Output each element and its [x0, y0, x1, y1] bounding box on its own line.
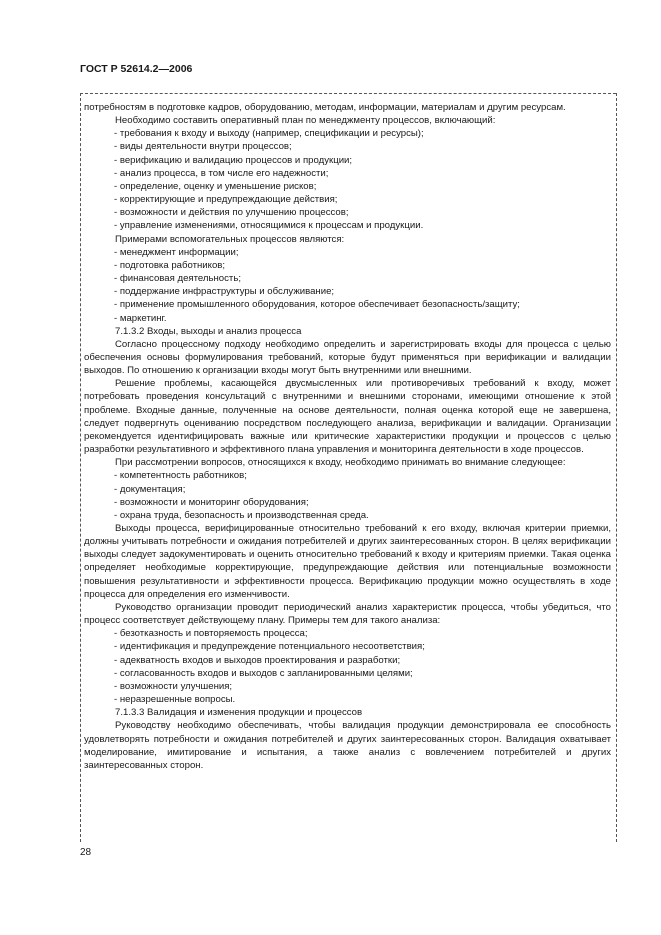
paragraph: Руководство организации проводит периодический анализ характеристик процесса, чтобы убедиться, что процесс соответствует действующему плану. Примеры тем для такого анализа: — [84, 601, 611, 627]
list-item: - финансовая деятельность; — [114, 273, 241, 285]
list-item: - возможности и действия по улучшению процессов; — [114, 207, 349, 219]
paragraph: Выходы процесса, верифицированные относительно требований к его входу, включая критерии приемки, должны учитывать потребности и ожидания потребителей и других заинтересованных сторон. В целях верификации выходы следует задокументировать и оценить относительно требований к входу и критериям приемки. Такая оценка определяет необходимые корректирующие, предупреждающие действия или потенциальные возможности повышения результативности и эффективности процесса. Верификацию продукции можно осуществлять в ходе процесса для определения его изменчивости. — [84, 523, 611, 600]
document-header: ГОСТ Р 52614.2—2006 — [80, 63, 193, 75]
list-item: - охрана труда, безопасность и производственная среда. — [114, 509, 369, 521]
list-item: - виды деятельности внутри процессов; — [114, 141, 292, 153]
paragraph: потребностям в подготовке кадров, оборудованию, методам, информации, материалам и другим ресурсам. — [84, 102, 566, 113]
list-item: - безотказность и повторяемость процесса; — [114, 628, 308, 640]
list-item: - определение, оценку и уменьшение рисков; — [114, 180, 317, 192]
page-number: 28 — [80, 847, 92, 858]
list-item: - требования к входу и выходу (например, спецификации и ресурсы); — [114, 128, 424, 140]
list-item: - идентификация и предупреждение потенциального несоответствия; — [114, 641, 425, 653]
list-item: - управление изменениями, относящимися к процессам и продукции. — [114, 220, 424, 232]
list-item: - возможности улучшения; — [114, 680, 233, 692]
list-item: - анализ процесса, в том числе его надежности; — [114, 167, 329, 179]
list-item: - маркетинг. — [114, 312, 167, 324]
paragraph: При рассмотрении вопросов, относящихся к входу, необходимо принимать во внимание следующее: — [115, 457, 566, 469]
list-item: - поддержание инфраструктуры и обслуживание; — [114, 286, 335, 298]
list-item: - согласованность входов и выходов с запланированными целями; — [114, 667, 413, 679]
paragraph: Примерами вспомогательных процессов являются: — [115, 233, 345, 245]
list-item: - компетентность работников; — [114, 470, 247, 482]
paragraph: Решение проблемы, касающейся двусмысленных или противоречивых требований к входу, может потребовать проведения консультаций с внутренними и внешними сторонами, имеющими отношение к этой проблеме. Входные данные, полученные на основе деятельности, полная оценка которой еще не завершена, следует подвергнуть оцениванию посредством последующего анализа, верификации и валидации. Организации рекомендуется идентифицировать важные или критические характеристики продукции и процессов с целью разработки результативного и эффективного плана управления и мониторинга деятельности в ходе процессов. — [84, 378, 611, 456]
list-item: - применение промышленного оборудования, которое обеспечивает безопасность/защиту; — [114, 299, 520, 311]
body-text — [84, 101, 611, 772]
list-item: - возможности и мониторинг оборудования; — [114, 496, 309, 508]
list-item: - менеджмент информации; — [114, 246, 239, 258]
list-item: - верификацию и валидацию процессов и продукции; — [114, 154, 353, 166]
list-item: - неразрешенные вопросы. — [114, 694, 236, 706]
list-item: - документация; — [114, 483, 186, 495]
list-item: - адекватность входов и выходов проектирования и разработки; — [114, 654, 401, 666]
list-item: - подготовка работников; — [114, 259, 226, 271]
paragraph: Необходимо составить оперативный план по менеджменту процессов, включающий: — [115, 115, 496, 127]
paragraph: Руководству необходимо обеспечивать, чтобы валидация продукции демонстрировала ее способность удовлетворять потребности и ожидания потребителей и других заинтересованных сторон. Валидация охватывает моделирование, имитирование и испытания, а также анализ с вовлечением потребителей и других заинтересованных сторон. — [84, 720, 611, 771]
list-item: - корректирующие и предупреждающие действия; — [114, 194, 338, 206]
section-heading: 7.1.3.2 Входы, выходы и анализ процесса — [115, 325, 302, 337]
paragraph: Согласно процессному подходу необходимо определить и зарегистрировать входы для процесса с целью обеспечения основы формулирования требований, которые будут применяться при верификации и валидации выходов. По отношению к организации входы могут быть внутренними или внешними. — [84, 338, 611, 377]
section-heading: 7.1.3.3 Валидация и изменения продукции и процессов — [115, 707, 363, 719]
